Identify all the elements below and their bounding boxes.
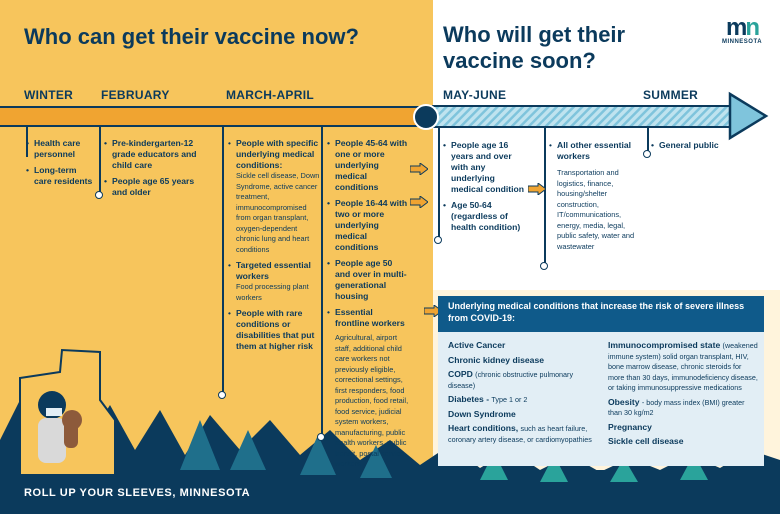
may-june-list-2: [549, 140, 635, 257]
timeline-dot: [540, 262, 548, 270]
may-june-list-1: [443, 140, 529, 238]
item-title: • Essential frontline workers: [335, 307, 405, 328]
condition-item: Pregnancy: [608, 421, 652, 432]
connector-line: [438, 127, 440, 237]
item-detail: Sickle cell disease, Down Syndrome, active cancer treatment, immunocompromised from organ transplant, oxygen-dependent chronic lung and heart conditions: [236, 171, 320, 254]
condition-item: Chronic kidney disease: [448, 354, 544, 365]
timeline-dot: [95, 191, 103, 199]
list-item: • Age 50-64 (regardless of health condition): [443, 200, 529, 233]
season-may-june: MAY-JUNE: [443, 88, 507, 102]
item-detail: Food processing plant workers: [236, 282, 309, 302]
footer-tagline: ROLL UP YOUR SLEEVES, MINNESOTA: [24, 487, 251, 499]
condition-item: Active Cancer: [448, 340, 506, 350]
list-item: • People age 50 and over in multi-generational housing: [327, 258, 409, 302]
item-detail: Agricultural, airport staff, additional child care workers not previously eligible, correctional settings, first responders, food production, food retail, food service, judicial system workers, manufacturing, public health workers, public transit, postal service workers: [335, 333, 409, 468]
list-item: • Pre-kindergarten-12 grade educators and child care: [104, 138, 200, 171]
timeline-arrow-head: [730, 94, 766, 138]
minnesota-person-illustration: [20, 350, 115, 475]
list-item: • People age 65 years and older: [104, 176, 200, 198]
arrow-right-icon: [410, 196, 428, 208]
item-title: • All other essential workers: [557, 140, 632, 161]
season-march-april: MARCH-APRIL: [226, 88, 314, 102]
list-item: • People 16-44 with two or more underlying medical conditions: [327, 198, 409, 253]
list-item: • People 45-64 with one or more underlying medical conditions: [327, 138, 409, 193]
conditions-right-list: [608, 340, 758, 451]
conditions-heading: Underlying medical conditions that increase the risk of severe illness from COVID-19:: [438, 296, 764, 332]
february-list: [104, 138, 200, 203]
item-title: • People with rare conditions or disabilities that put them at higher risk: [236, 308, 315, 351]
connector-line: [222, 127, 224, 395]
list-item: • General public: [651, 140, 741, 151]
item-title: • People with specific underlying medical conditions:: [236, 138, 319, 170]
list-item: • People age 16 years and over with any underlying medical condition: [443, 140, 529, 195]
underlying-conditions-panel: [438, 296, 764, 466]
item-title: • Targeted essential workers: [236, 260, 311, 281]
season-summer: SUMMER: [643, 88, 699, 102]
connector-line: [99, 127, 101, 194]
timeline-future-bar: [433, 106, 733, 127]
season-february: FEBRUARY: [101, 88, 170, 102]
condition-item: Down Syndrome: [448, 408, 516, 419]
condition-item: Sickle cell disease: [608, 436, 684, 446]
timeline-dot: [434, 236, 442, 244]
connector-line: [321, 127, 323, 437]
list-item: [228, 138, 320, 255]
condition-item: Obesity - body mass index (BMI) greater than 30 kg/m2: [608, 396, 745, 417]
list-item: [228, 308, 320, 352]
conditions-left-list: [448, 340, 593, 448]
timeline-dot: [317, 433, 325, 441]
list-item: • Long-term care residents: [26, 165, 96, 187]
timeline-dot: [218, 391, 226, 399]
arrow-right-icon: [410, 163, 428, 175]
march-april-list-1: [228, 138, 320, 357]
timeline-dot: [643, 150, 651, 158]
connector-line: [544, 127, 546, 263]
arrow-right-icon: [528, 183, 546, 195]
condition-item: Diabetes - Type 1 or 2: [448, 394, 528, 404]
minnesota-logo: [720, 14, 764, 45]
left-title: Who can get their vaccine now?: [24, 24, 359, 49]
timeline-filled-bar: [0, 108, 433, 125]
vaccine-icon: [413, 104, 439, 130]
list-item: [228, 260, 320, 303]
season-winter: WINTER: [24, 88, 74, 102]
list-item: • Health care personnel: [26, 138, 96, 160]
condition-item: Immunocompromised state (weakened immune system) solid organ transplant, HIV, bone marrow disease, chronic steroids for more than 30 days, immunodeficiency disease, or taking immunosuppressive medications: [608, 340, 758, 392]
item-detail: Transportation and logistics, finance, housing/shelter construction, IT/communications, energy, media, legal, public safety, water and wastewater: [557, 168, 635, 251]
condition-item: Heart conditions, such as heart failure, coronary artery disease, or cardiomyopathies: [448, 423, 592, 444]
list-item: [549, 140, 635, 252]
summer-list: [651, 140, 741, 156]
right-title: Who will get their vaccine soon?: [443, 22, 626, 73]
mn-logo-icon: mn: [725, 14, 758, 41]
logo-text: MINNESOTA: [721, 39, 763, 45]
march-april-list-2: [327, 138, 409, 475]
condition-item: COPD (chronic obstructive pulmonary disease): [448, 369, 574, 390]
list-item: [327, 307, 409, 470]
winter-list: [26, 138, 96, 192]
